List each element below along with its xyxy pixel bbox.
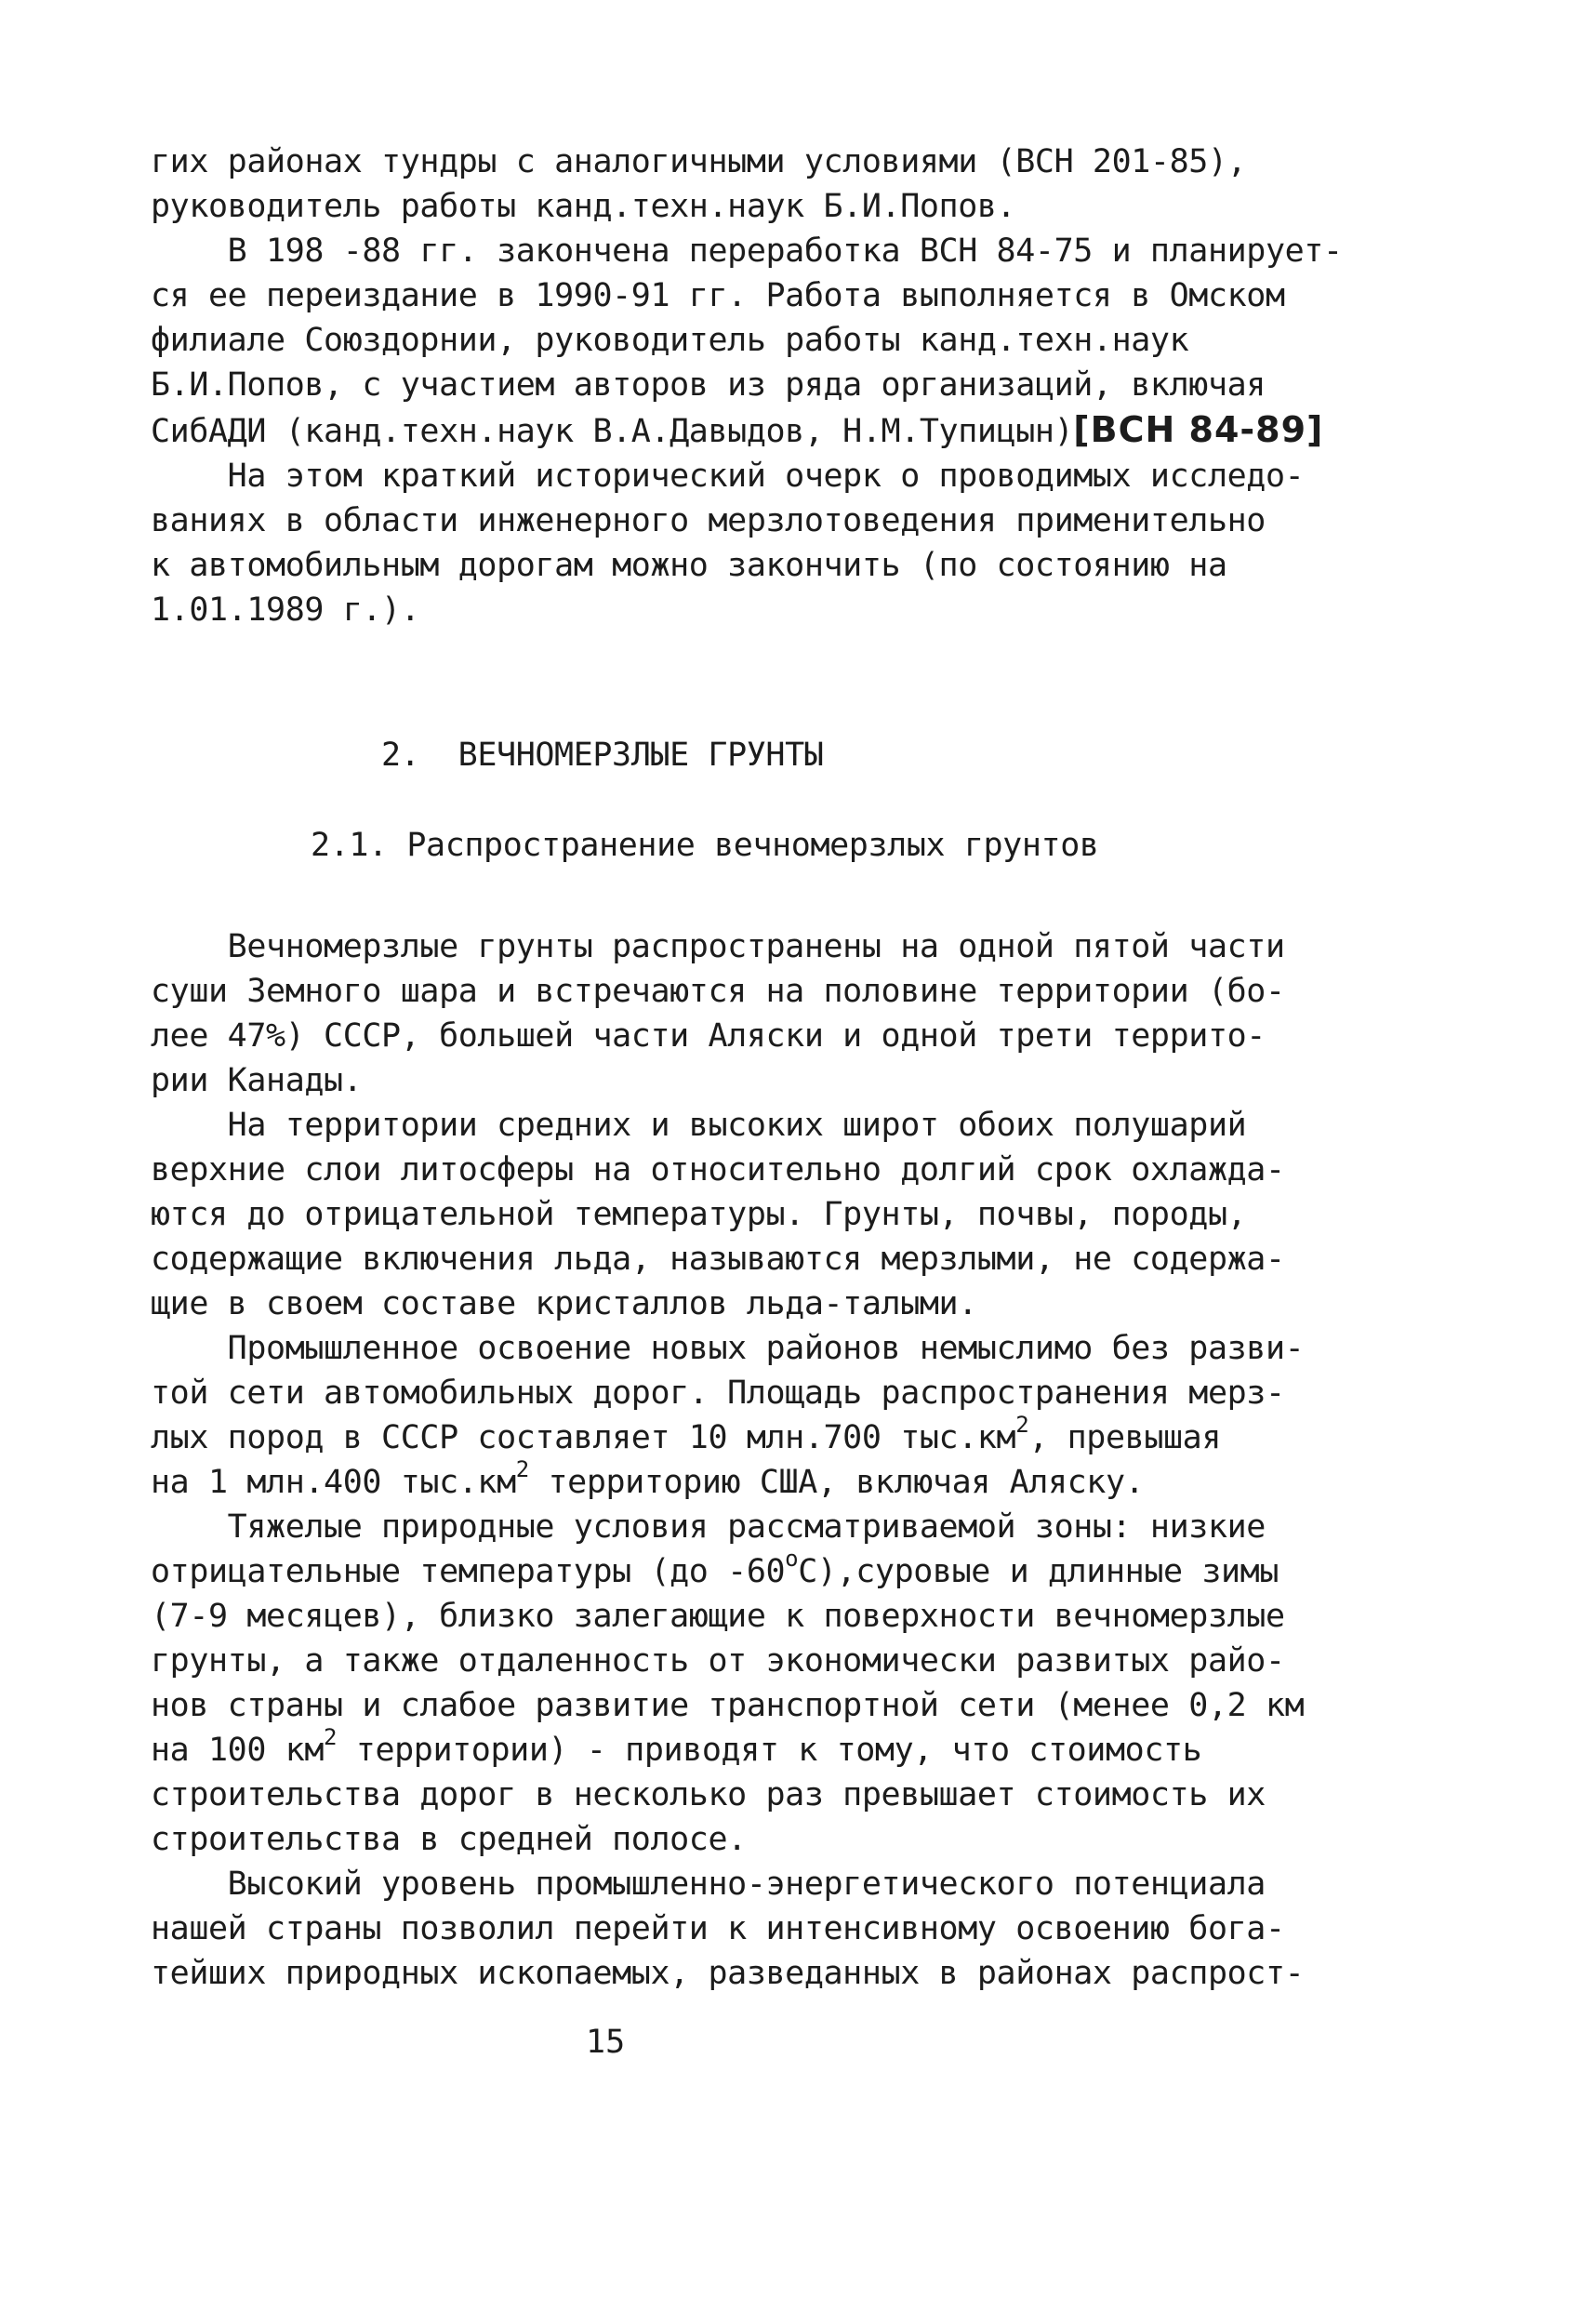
text-line: верхние слои литосферы на относительно долгий срок охлажда- xyxy=(151,1151,1285,1189)
text-line: нашей страны позволил перейти к интенсивному освоению бога- xyxy=(151,1910,1285,1947)
text-line: (7-9 месяцев), близко залегающие к поверхности вечномерзлые xyxy=(151,1598,1285,1635)
body-paragraphs xyxy=(151,924,1305,1996)
text-line: щие в своем составе кристаллов льда-талыми. xyxy=(151,1285,977,1322)
text-fragment: отрицательные температуры (до -60 xyxy=(151,1553,786,1590)
text-line xyxy=(151,1412,1266,1460)
text-line: На территории средних и высоких широт обоих полушарий xyxy=(151,1107,1247,1144)
section-heading: 2. ВЕЧНОМЕРЗЛЫЕ ГРУНТЫ xyxy=(381,737,824,774)
text-line: нов страны и слабое развитие транспортной сети (менее 0,2 км xyxy=(151,1687,1305,1724)
text-fragment: лых пород в СССР составляет 10 млн.700 тыс.км xyxy=(151,1419,1016,1456)
text-line: Промышленное освоение новых районов немыслимо без разви- xyxy=(151,1330,1305,1367)
text-fragment: на 100 км xyxy=(151,1732,325,1769)
text-line: филиале Союздорнии, руководитель работы канд.техн.наук xyxy=(151,322,1189,359)
text-line: строительства в средней полосе. xyxy=(151,1821,747,1858)
superscript: о xyxy=(785,1546,799,1573)
text-line: грунты, а также отдаленность от экономически развитых райо- xyxy=(151,1642,1285,1680)
intro-paragraphs xyxy=(151,139,1343,632)
text-fragment: территории) - приводят к тому, что стоимость xyxy=(337,1732,1202,1769)
text-line: той сети автомобильных дорог. Площадь распространения мерз- xyxy=(151,1374,1285,1412)
text-line: На этом краткий исторический очерк о проводимых исследо- xyxy=(151,458,1305,495)
text-line: Высокий уровень промышленно-энергетического потенциала xyxy=(151,1866,1266,1903)
text-line xyxy=(151,1546,1279,1594)
text-fragment: на 1 млн.400 тыс.км xyxy=(151,1464,516,1501)
text-line xyxy=(151,1724,1266,1773)
text-line: к автомобильным дорогам можно закончить (по состоянию на xyxy=(151,547,1227,584)
page-number: 15 xyxy=(586,2024,626,2061)
text-line: ся ее переиздание в 1990-91 гг. Работа выполняется в Омском xyxy=(151,277,1285,314)
text-line xyxy=(151,407,1324,454)
text-line: В 198 -88 гг. закончена переработка ВСН 84-75 и планирует- xyxy=(151,232,1343,270)
text-fragment: С),суровые и длинные зимы xyxy=(798,1553,1279,1590)
text-line: Вечномерзлые грунты распространены на одной пятой части xyxy=(151,928,1285,965)
superscript: 2 xyxy=(324,1724,338,1751)
text-line xyxy=(151,1456,1266,1505)
text-line: ваниях в области инженерного мерзлотоведения применительно xyxy=(151,502,1266,539)
text-line: строительства дорог в несколько раз превышает стоимость их xyxy=(151,1776,1266,1813)
text-fragment: , превышая xyxy=(1028,1419,1222,1456)
text-line: тейших природных ископаемых, разведанных в районах распрост- xyxy=(151,1955,1305,1992)
text-line: 1.01.1989 г.). xyxy=(151,591,420,629)
text-line: суши Земного шара и встречаются на половине территории (бо- xyxy=(151,973,1285,1010)
text-line: рии Канады. xyxy=(151,1062,363,1099)
text-line-content: СибАДИ (канд.техн.наук В.А.Давыдов, Н.М.Тупицын) xyxy=(151,413,1074,450)
text-line: лее 47%) СССР, большей части Аляски и одной трети террито- xyxy=(151,1017,1266,1055)
text-line: Тяжелые природные условия рассматриваемой зоны: низкие xyxy=(151,1508,1266,1546)
text-line: руководитель работы канд.техн.наук Б.И.Попов. xyxy=(151,188,1016,225)
text-fragment: территорию США, включая Аляску. xyxy=(528,1464,1145,1501)
text-line: гих районах тундры с аналогичными условиями (ВСН 201-85), xyxy=(151,143,1247,180)
text-line: Б.И.Попов, с участием авторов из ряда организаций, включая xyxy=(151,366,1266,404)
superscript: 2 xyxy=(1015,1412,1029,1439)
text-line: ются до отрицательной температуры. Грунты, почвы, породы, xyxy=(151,1196,1247,1233)
superscript: 2 xyxy=(515,1456,529,1483)
text-line: содержащие включения льда, называются мерзлыми, не содержа- xyxy=(151,1241,1285,1278)
handwritten-annotation: [ВСН 84-89] xyxy=(1073,409,1324,450)
subsection-heading: 2.1. Распространение вечномерзлых грунтов xyxy=(311,827,1099,864)
